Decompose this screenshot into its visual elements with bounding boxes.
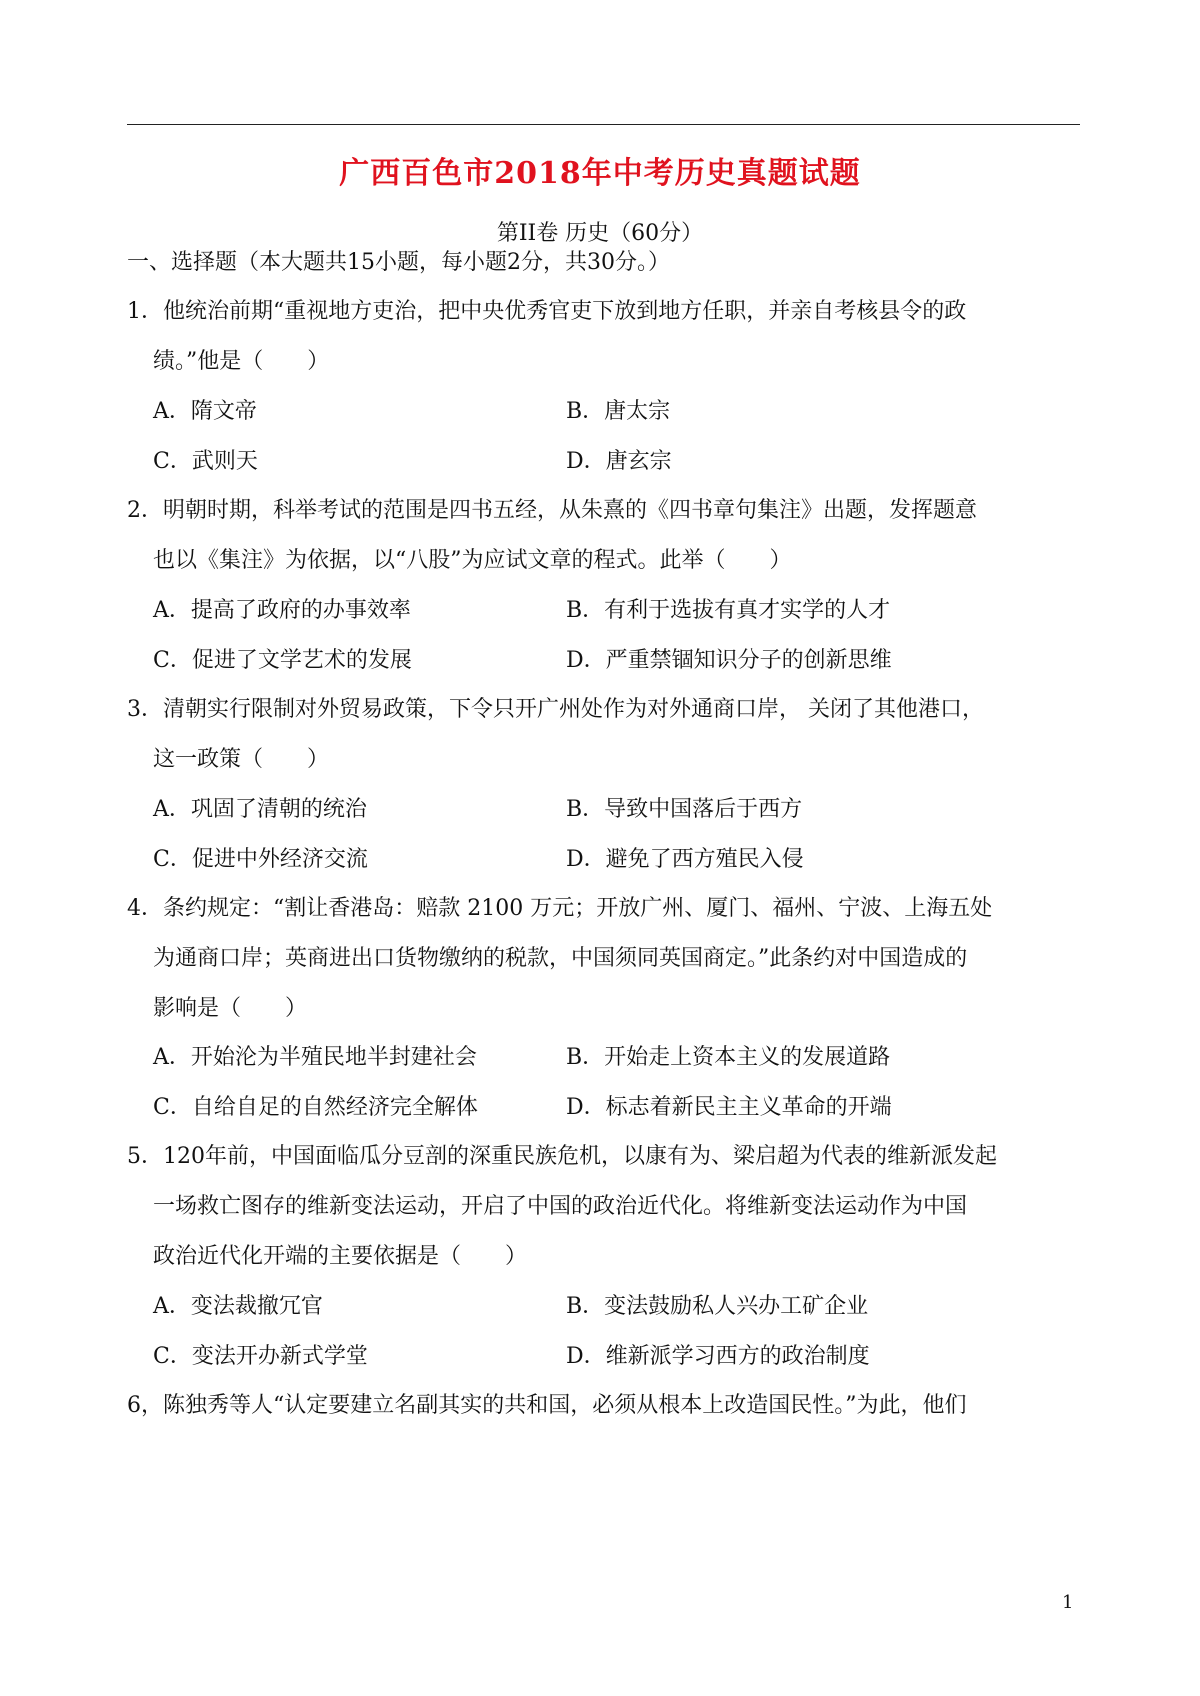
question-3-option-b: B．导致中国落后于西方 [566, 797, 803, 822]
question-5-option-b: B．变法鼓励私人兴办工矿企业 [566, 1294, 869, 1319]
question-4-option-b: B．开始走上资本主义的发展道路 [566, 1045, 891, 1070]
question-4-line-1: 4．条约规定：“割让香港岛：赔款 2100 万元；开放广州、厦门、福州、宁波、上海五处 [127, 896, 993, 921]
question-5-line-1: 5．120年前，中国面临瓜分豆剖的深重民族危机，以康有为、梁启超为代表的维新派发起 [127, 1144, 997, 1169]
question-5-option-c: C．变法开办新式学堂 [153, 1344, 368, 1369]
question-3-line-2: 这一政策（ ） [153, 747, 330, 772]
question-1-option-b: B．唐太宗 [566, 399, 671, 424]
question-1-line-1: 1．他统治前期“重视地方吏治，把中央优秀官吏下放到地方任职，并亲自考核县令的政 [127, 299, 967, 324]
question-4-line-3: 影响是（ ） [153, 996, 308, 1021]
question-2-option-a: A．提高了政府的办事效率 [153, 598, 411, 623]
question-2-option-c: C．促进了文学艺术的发展 [153, 648, 412, 673]
page-number: 1 [1062, 1592, 1074, 1613]
question-1-option-a: A．隋文帝 [153, 399, 257, 424]
paper-subtitle: 第II卷 历史（60分） [496, 221, 704, 246]
question-2-option-b: B．有利于选拔有真才实学的人才 [566, 598, 891, 623]
section-heading: 一、选择题（本大题共15小题，每小题2分，共30分。） [127, 250, 670, 275]
question-2-option-d: D．严重禁锢知识分子的创新思维 [566, 648, 892, 673]
question-6-line-1: 6，陈独秀等人“认定要建立名副其实的共和国，必须从根本上改造国民性。”为此，他们 [127, 1393, 967, 1418]
question-2-line-2: 也以《集注》为依据，以“八股”为应试文章的程式。此举（ ） [153, 548, 792, 573]
question-4-option-c: C．自给自足的自然经济完全解体 [153, 1095, 478, 1120]
header-rule [127, 124, 1080, 125]
question-1-option-d: D．唐玄宗 [566, 449, 672, 474]
question-3-option-d: D．避免了西方殖民入侵 [566, 847, 804, 872]
question-4-option-a: A．开始沦为半殖民地半封建社会 [153, 1045, 477, 1070]
question-5-option-a: A．变法裁撤冗官 [153, 1294, 323, 1319]
question-3-line-1: 3．清朝实行限制对外贸易政策，下令只开广州处作为对外通商口岸， 关闭了其他港口， [127, 697, 984, 722]
question-5-line-3: 政治近代化开端的主要依据是（ ） [153, 1244, 528, 1269]
question-2-line-1: 2．明朝时期，科举考试的范围是四书五经，从朱熹的《四书章句集注》出题，发挥题意 [127, 498, 977, 523]
page-title: 广西百色市2018年中考历史真题试题 [339, 156, 861, 191]
question-5-option-d: D．维新派学习西方的政治制度 [566, 1344, 870, 1369]
question-4-line-2: 为通商口岸；英商进出口货物缴纳的税款，中国须同英国商定。”此条约对中国造成的 [153, 946, 968, 971]
question-5-line-2: 一场救亡图存的维新变法运动，开启了中国的政治近代化。将维新变法运动作为中国 [153, 1194, 968, 1219]
question-3-option-c: C．促进中外经济交流 [153, 847, 368, 872]
question-4-option-d: D．标志着新民主主义革命的开端 [566, 1095, 892, 1120]
question-3-option-a: A．巩固了清朝的统治 [153, 797, 367, 822]
question-1-line-2: 绩。”他是（ ） [153, 349, 330, 374]
question-1-option-c: C．武则天 [153, 449, 258, 474]
